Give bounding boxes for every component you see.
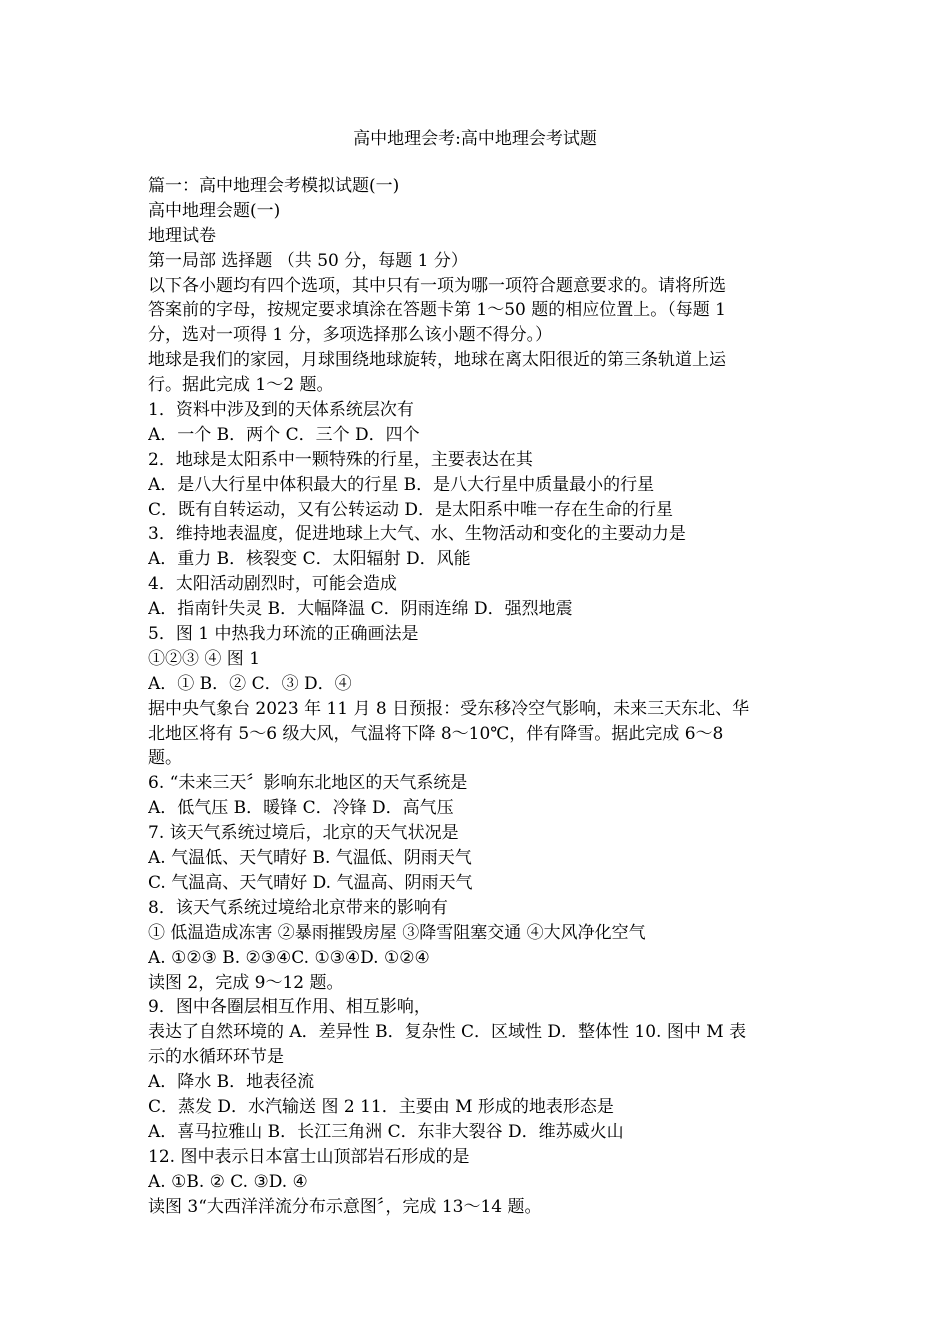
- text-line: 答案前的字母，按规定要求填涂在答题卡第 1～50 题的相应位置上。（每题 1: [148, 300, 726, 321]
- text-line: C. 气温高、天气晴好 D. 气温高、阴雨天气: [148, 872, 473, 893]
- document-title: 高中地理会考:高中地理会考试题: [353, 129, 597, 149]
- text-line: A．一个 B．两个 C．三个 D．四个: [148, 424, 420, 445]
- text-line: 2．地球是太阳系中一颗特殊的行星，主要表达在其: [148, 449, 533, 470]
- text-line: A．指南针失灵 B．大幅降温 C．阴雨连绵 D．强烈地震: [148, 599, 573, 620]
- text-line: A．是八大行星中体积最大的行星 B．是八大行星中质量最小的行星: [148, 474, 655, 495]
- text-line: 篇一：高中地理会考模拟试题(一): [148, 176, 400, 196]
- text-line: C．既有自转运动，又有公转运动 D．是太阳系中唯一存在生命的行星: [148, 499, 674, 520]
- text-line: 5．图 1 中热我力环流的正确画法是: [148, 624, 419, 645]
- text-line: 题。: [148, 748, 182, 769]
- text-line: 读图 3“大西洋洋流分布示意图〞，完成 13～14 题。: [148, 1196, 542, 1217]
- text-line: 地球是我们的家园，月球围绕地球旋转，地球在离太阳很近的第三条轨道上运: [148, 350, 726, 371]
- text-line: 9．图中各圈层相互作用、相互影响，: [148, 997, 431, 1018]
- text-line: A. ①B. ② C. ③D. ④: [148, 1171, 308, 1192]
- text-line: 北地区将有 5～6 级大风，气温将下降 8～10℃，伴有降雪。据此完成 6～8: [148, 723, 724, 744]
- text-line: 4．太阳活动剧烈时，可能会造成: [148, 574, 397, 595]
- text-line: 高中地理会题(一): [148, 200, 281, 221]
- text-line: C．蒸发 D．水汽输送 图 2 11．主要由 M 形成的地表形态是: [148, 1096, 614, 1117]
- text-line: 分，选对一项得 1 分，多项选择那么该小题不得分。）: [148, 325, 553, 346]
- text-line: A. ①②③ B. ②③④C. ①③④D. ①②④: [148, 947, 430, 968]
- text-line: 表达了自然环境的 A．差异性 B．复杂性 C．区域性 D．整体性 10. 图中 M 表: [148, 1022, 747, 1043]
- text-line: 8．该天气系统过境给北京带来的影响有: [148, 897, 448, 918]
- text-line: A．降水 B．地表径流: [148, 1072, 315, 1093]
- text-line: 据中央气象台 2023 年 11 月 8 日预报：受东移冷空气影响，未来三天东北、华: [148, 698, 750, 719]
- text-line: 读图 2，完成 9～12 题。: [148, 972, 344, 993]
- text-line: A．① B．② C．③ D．④: [148, 673, 352, 694]
- text-line: 行。据此完成 1～2 题。: [148, 375, 334, 396]
- text-line: 12. 图中表示日本富士山顶部岩石形成的是: [148, 1146, 470, 1167]
- text-line: ① 低温造成冻害 ②暴雨摧毁房屋 ③降雪阻塞交通 ④大风净化空气: [148, 922, 646, 943]
- text-line: 第一局部 选择题 （共 50 分，每题 1 分）: [148, 250, 468, 271]
- text-line: ①②③ ④ 图 1: [148, 648, 261, 669]
- text-line: 7. 该天气系统过境后，北京的天气状况是: [148, 823, 459, 844]
- text-line: A．低气压 B．暖锋 C．冷锋 D．高气压: [148, 798, 454, 819]
- text-line: 示的水循环环节是: [148, 1047, 284, 1068]
- text-line: 1．资料中涉及到的天体系统层次有: [148, 400, 414, 421]
- text-line: 6. “未来三天〞影响东北地区的天气系统是: [148, 773, 468, 794]
- document-body: [148, 174, 808, 1219]
- text-line: 3．维持地表温度，促进地球上大气、水、生物活动和变化的主要动力是: [148, 524, 686, 545]
- text-line: A．重力 B．核裂变 C．太阳辐射 D．风能: [148, 549, 471, 570]
- text-line: 地理试卷: [148, 225, 216, 246]
- text-line: 以下各小题均有四个选项，其中只有一项为哪一项符合题意要求的。请将所选: [148, 275, 726, 296]
- text-line: A．喜马拉雅山 B．长江三角洲 C．东非大裂谷 D．维苏威火山: [148, 1121, 624, 1142]
- text-line: A. 气温低、天气晴好 B. 气温低、阴雨天气: [148, 848, 472, 869]
